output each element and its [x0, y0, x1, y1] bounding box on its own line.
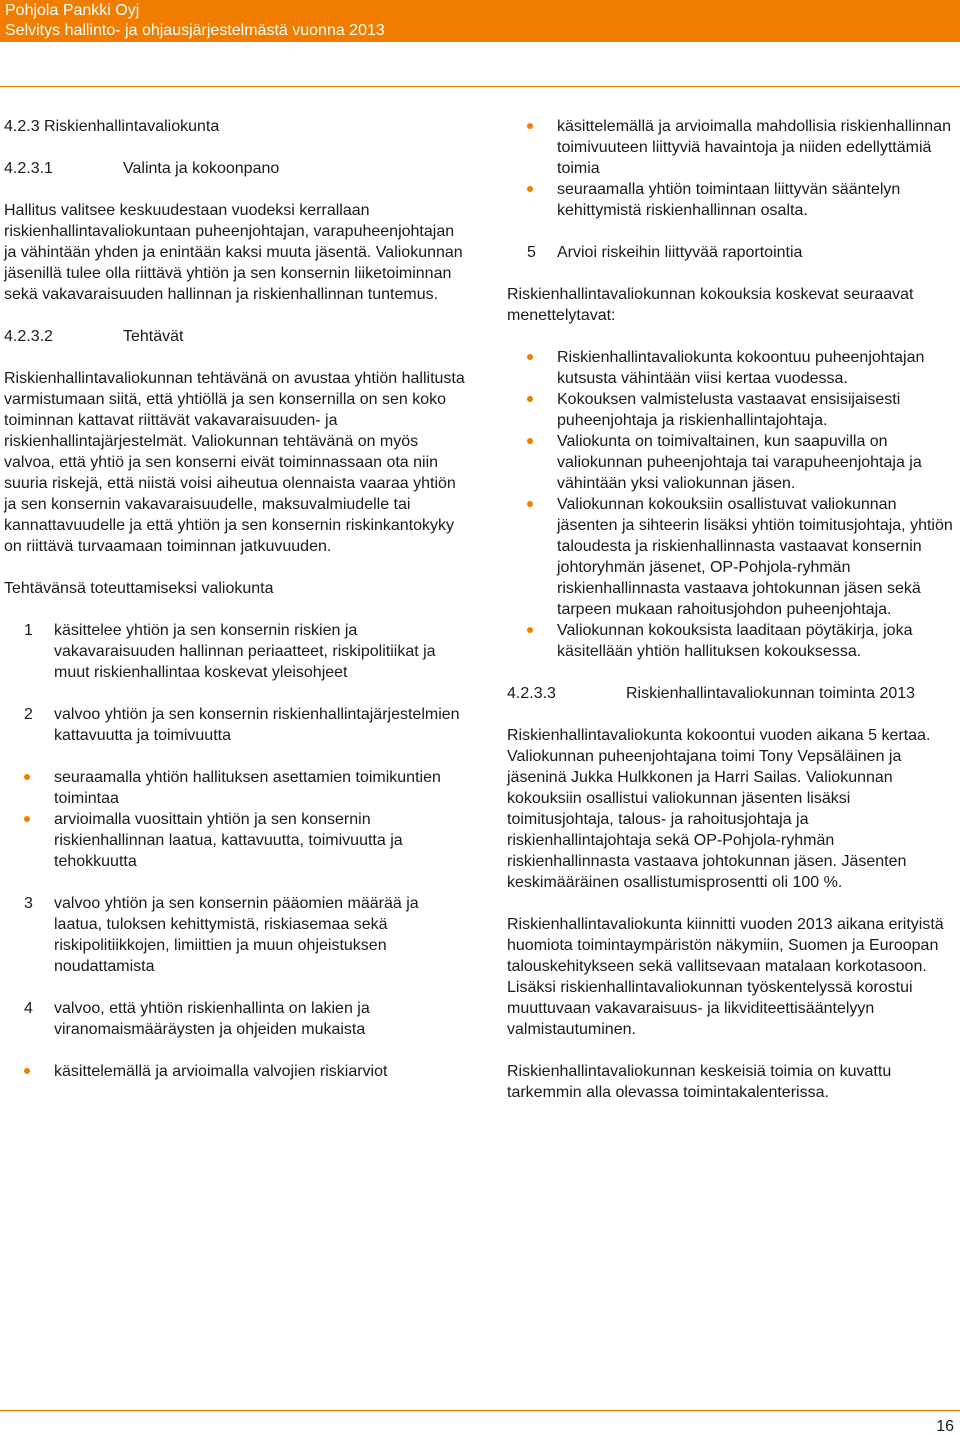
bullet-item	[507, 116, 955, 179]
bullet-item	[4, 767, 466, 809]
subsection-heading-2	[4, 326, 466, 347]
item-number: 4	[24, 1000, 33, 1017]
subsection-number: 4.2.3.3	[507, 685, 556, 702]
bullet-item	[507, 179, 955, 221]
bullet-item	[507, 620, 955, 662]
paragraph: Riskienhallintavaliokunnan kokouksia koskevat seuraavat menettelytavat:	[507, 286, 914, 324]
page-number: 16	[936, 1418, 954, 1435]
bullet-icon	[507, 347, 557, 389]
numbered-item	[507, 242, 955, 263]
item-text: käsittelee yhtiön ja sen konsernin riskien ja vakavaraisuuden hallinnan periaatteet, riskipolitiikat ja muut riskienhallintaa koskevat yleisohjeet	[54, 622, 436, 681]
bullet-item	[4, 809, 466, 872]
bullet-text: seuraamalla yhtiön hallituksen asettamien toimikuntien toimintaa	[54, 769, 441, 807]
subsection-number: 4.2.3.2	[4, 328, 53, 345]
subsection-title: Riskienhallintavaliokunnan toiminta 2013	[626, 685, 916, 702]
header-divider	[0, 86, 960, 87]
bullet-text: seuraamalla yhtiön toimintaan liittyvän sääntelyn kehittymistä riskienhallinnan osalta.	[557, 181, 901, 219]
bullet-icon	[4, 1061, 54, 1082]
item-text: valvoo yhtiön ja sen konsernin pääomien määrää ja laatua, tuloksen kehittymistä, riskiasemaa sekä riskipolitiikkojen, limiittien ja muun ohjeistuksen noudattamista	[54, 895, 419, 975]
header-subtitle: Selvitys hallinto- ja ohjausjärjestelmästä vuonna 2013	[5, 22, 385, 39]
bullet-item	[507, 389, 955, 431]
subsection-heading-3	[507, 683, 955, 704]
bullet-item	[507, 431, 955, 494]
item-text: valvoo, että yhtiön riskienhallinta on lakien ja viranomaismääräysten ja ohjeiden mukaista	[54, 1000, 370, 1038]
item-number: 5	[527, 244, 536, 261]
bullet-text: käsittelemällä ja arvioimalla mahdollisia riskienhallinnan toimivuuteen liittyviä havaintoja ja niiden edellyttämiä toimia	[557, 118, 951, 177]
right-column	[507, 116, 955, 1103]
bullet-icon	[4, 767, 54, 809]
numbered-item	[4, 704, 466, 746]
paragraph: Riskienhallintavaliokunta kiinnitti vuoden 2013 aikana erityistä huomiota toimintaympäristön näkymiin, Suomen ja Euroopan talouskehitykseen sekä vallitsevaan matalaan korkotasoon. Lisäksi riskienhallintavaliokunnan työskentelyssä korostui muuttuvaan vakavaraisuus- ja likviditeettisääntelyyn valmistautuminen.	[507, 916, 944, 1038]
bullet-icon	[507, 620, 557, 662]
bullet-icon	[507, 389, 557, 431]
bullet-text: arvioimalla vuosittain yhtiön ja sen konsernin riskienhallinnan laatua, kattavuutta, toimivuutta ja tehokkuutta	[54, 811, 403, 870]
bullet-text: käsittelemällä ja arvioimalla valvojien riskiarviot	[54, 1063, 388, 1080]
bullet-item	[507, 494, 955, 620]
subsection-number: 4.2.3.1	[4, 160, 53, 177]
item-number: 2	[24, 706, 33, 723]
paragraph: Riskienhallintavaliokunnan keskeisiä toimia on kuvattu tarkemmin alla olevassa toimintakalenterissa.	[507, 1063, 892, 1101]
section-heading: 4.2.3 Riskienhallintavaliokunta	[4, 118, 220, 135]
bullet-text: Riskienhallintavaliokunta kokoontuu puheenjohtajan kutsusta vähintään viisi kertaa vuodessa.	[557, 349, 925, 387]
subsection-title: Tehtävät	[123, 328, 184, 345]
bullet-text: Kokouksen valmistelusta vastaavat ensisijaisesti puheenjohtaja ja riskienhallintajohtaja.	[557, 391, 901, 429]
bullet-icon	[507, 431, 557, 494]
footer-divider	[0, 1410, 960, 1411]
left-column	[4, 116, 466, 1082]
paragraph: Tehtävänsä toteuttamiseksi valiokunta	[4, 580, 274, 597]
bullet-text: Valiokunnan kokouksista laaditaan pöytäkirja, joka käsitellään yhtiön hallituksen kokouksessa.	[557, 622, 913, 660]
bullet-icon	[4, 809, 54, 872]
bullet-icon	[507, 494, 557, 620]
numbered-item	[4, 620, 466, 683]
subsection-title: Valinta ja kokoonpano	[123, 160, 280, 177]
bullet-item	[4, 1061, 466, 1082]
item-number: 3	[24, 895, 33, 912]
item-text: Arvioi riskeihin liittyvää raportointia	[557, 244, 803, 261]
item-number: 1	[24, 622, 33, 639]
subsection-heading-1	[4, 158, 466, 179]
bullet-icon	[507, 179, 557, 221]
bullet-text: Valiokunnan kokouksiin osallistuvat valiokunnan jäsenten ja sihteerin lisäksi yhtiön toimitusjohtaja, yhtiön taloudesta ja riskienhallinnasta vastaavat konsernin johtoryhmän jäsenet, OP-Pohjola-ryhmän riskienhallinnasta vastaava johtokunnan jäsen sekä tarpeen mukaan rahoitusjohdon puheenjohtaja.	[557, 496, 953, 618]
bullet-icon	[507, 116, 557, 179]
paragraph: Riskienhallintavaliokunnan tehtävänä on avustaa yhtiön hallitusta varmistumaan siitä, että yhtiöllä ja sen konsernilla on sen koko toiminnan kattavat riittävät vakavaraisuuden- ja riskienhallintajärjestelmät. Valiokunnan tehtävänä on myös valvoa, että yhtiö ja sen konserni eivät toiminnassaan ota niin suuria riskejä, että niistä voisi aiheutua olennaista vaaraa yhtiön ja sen konsernin vakavaraisuudelle, maksuvalmiudelle tai kannattavuudelle ja että yhtiön ja sen konsernin riskinkantokyky on riittävä turvaamaan toiminnan jatkuvuuden.	[4, 370, 465, 555]
paragraph: Riskienhallintavaliokunta kokoontui vuoden aikana 5 kertaa. Valiokunnan puheenjohtajana toimi Tony Vepsäläinen ja jäseninä Jukka Hulkkonen ja Harri Sailas. Valiokunnan kokouksiin osallistui valiokunnan jäsenten lisäksi toimitusjohtaja, talous- ja rahoitusjohtaja ja riskienhallintajohtaja sekä OP-Pohjola-ryhmän riskienhallinnasta vastaava johtokunnan jäsen. Jäsenten keskimääräinen osallistumisprosentti oli 100 %.	[507, 727, 931, 891]
header-company: Pohjola Pankki Oyj	[5, 2, 140, 19]
bullet-text: Valiokunta on toimivaltainen, kun saapuvilla on valiokunnan puheenjohtaja tai varapuheenjohtaja ja vähintään yksi valiokunnan jäsen.	[557, 433, 922, 492]
item-text: valvoo yhtiön ja sen konsernin riskienhallintajärjestelmien kattavuutta ja toimivuutta	[54, 706, 460, 744]
document-header	[0, 0, 960, 42]
numbered-item	[4, 893, 466, 977]
numbered-item	[4, 998, 466, 1040]
paragraph: Hallitus valitsee keskuudestaan vuodeksi kerrallaan riskienhallintavaliokuntaan puheenjohtajan, varapuheenjohtajan ja vähintään yhden ja enintään kaksi muuta jäsentä. Valiokunnan jäsenillä tulee olla riittävä yhtiön ja sen konsernin liiketoiminnan sekä vakavaraisuuden hallinnan ja riskienhallinnan tuntemus.	[4, 202, 463, 303]
bullet-item	[507, 347, 955, 389]
